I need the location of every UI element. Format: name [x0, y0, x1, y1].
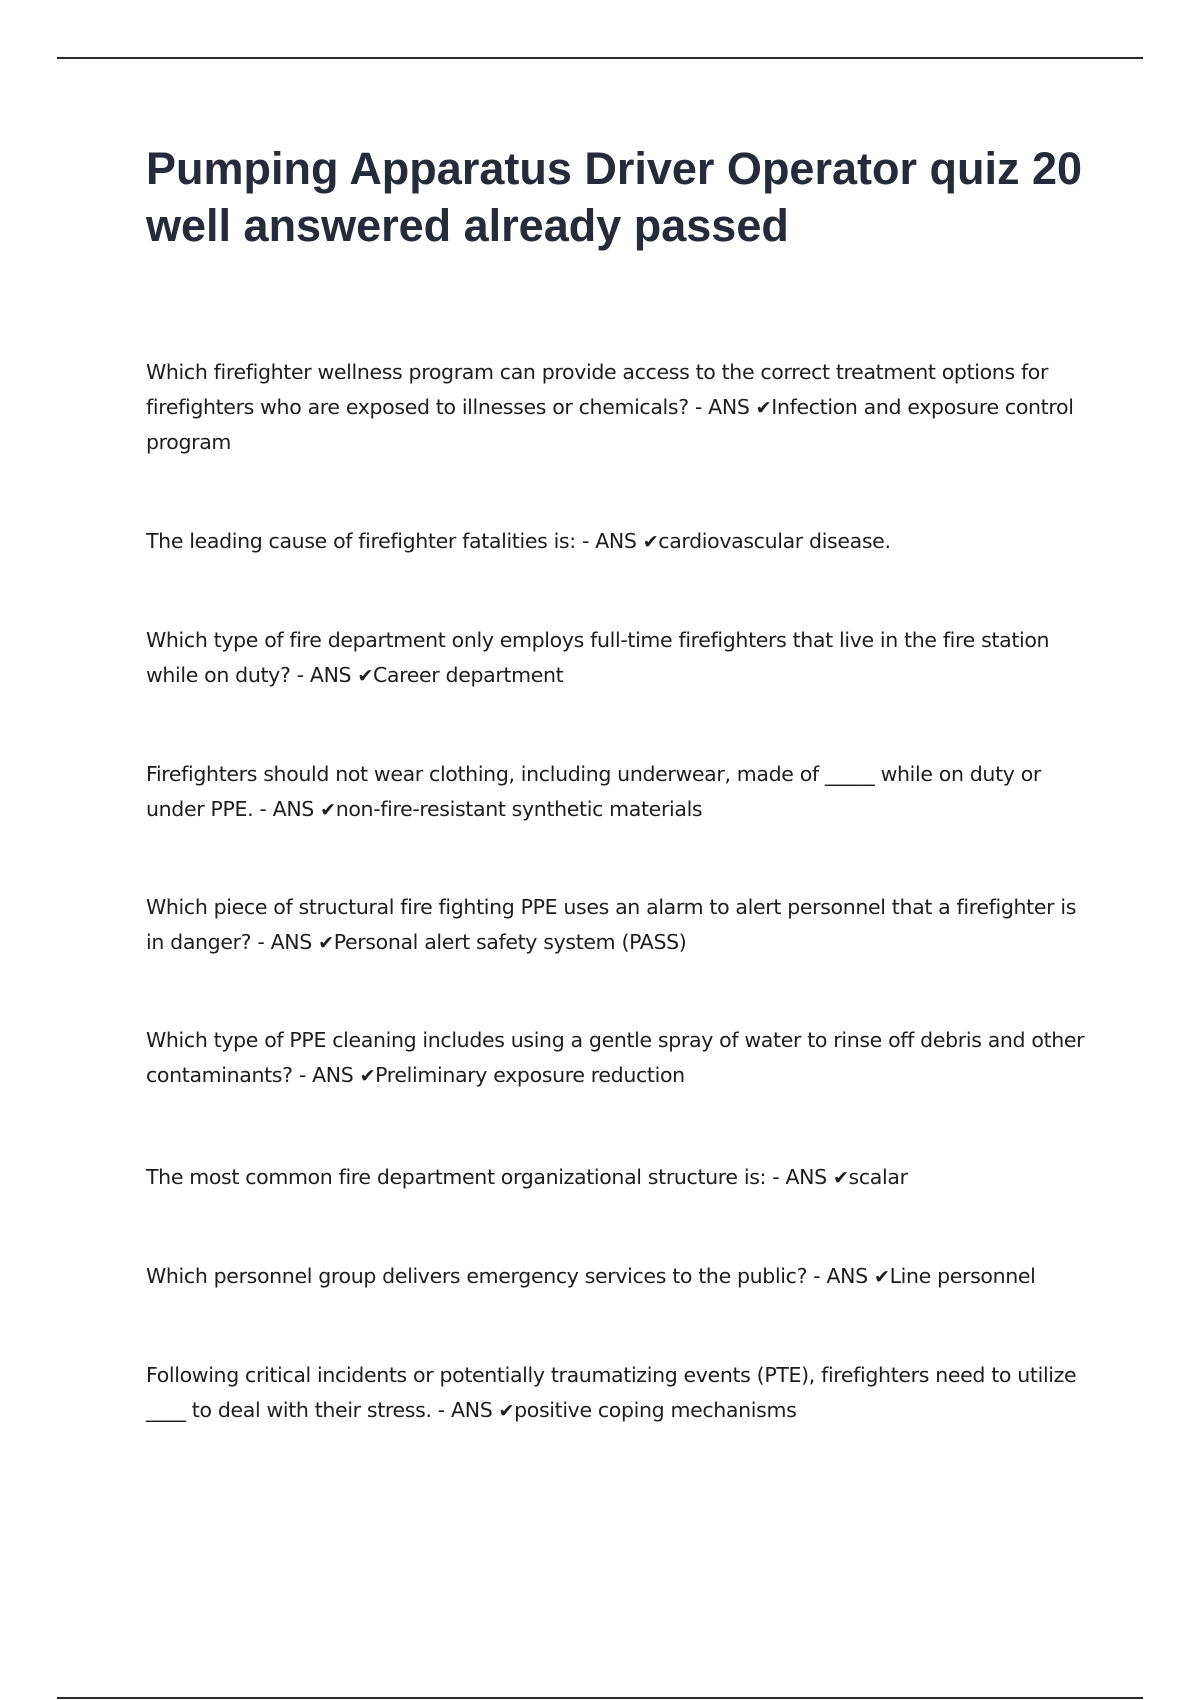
answer-text: scalar	[848, 1165, 908, 1189]
answer-tag: ANS	[595, 529, 637, 553]
answer-tag: ANS	[312, 1062, 354, 1087]
check-icon: ✔	[318, 931, 334, 954]
answer-separator: -	[290, 662, 310, 687]
question-text: Firefighters should not wear clothing, including underwear, made of _____ while on duty or under PPE.	[146, 762, 1041, 821]
question-text: Which personnel group delivers emergency services to the public?	[146, 1264, 808, 1288]
answer-tag: ANS	[272, 796, 314, 821]
question-text: Which type of fire department only employs full-time firefighters that live in the fire station while on duty?	[146, 628, 1050, 687]
check-icon: ✔	[874, 1266, 890, 1288]
qa-item-6	[146, 1023, 1091, 1093]
answer-separator: -	[431, 1397, 452, 1422]
answer-text: non-fire-resistant synthetic materials	[335, 796, 703, 821]
answer-tag: ANS	[309, 662, 352, 687]
question-text: Which firefighter wellness program can provide access to the correct treatment options for firefighters who are exposed to illnesses or chemicals?	[146, 360, 1049, 419]
answer-separator: -	[575, 529, 596, 553]
bottom-divider	[57, 1697, 1143, 1699]
question-text: The leading cause of firefighter fatalities is:	[146, 529, 576, 553]
answer-tag: ANS	[708, 394, 750, 419]
question-text: The most common fire department organizational structure is:	[146, 1165, 767, 1189]
top-divider	[57, 57, 1143, 59]
answer-separator: -	[766, 1165, 786, 1189]
qa-item-5	[146, 890, 1091, 960]
answer-text: Preliminary exposure reduction	[375, 1062, 685, 1087]
answer-separator: -	[292, 1062, 313, 1087]
answer-text: Career department	[372, 662, 564, 687]
answer-tag: ANS	[785, 1165, 827, 1189]
qa-item-2	[146, 524, 1091, 560]
check-icon: ✔	[498, 1399, 515, 1422]
check-icon: ✔	[320, 798, 336, 821]
check-icon: ✔	[359, 1064, 376, 1087]
answer-separator: -	[251, 929, 271, 954]
qa-item-4	[146, 757, 1091, 827]
answer-separator: -	[688, 394, 709, 419]
qa-item-3	[146, 623, 1091, 693]
qa-item-1	[146, 355, 1091, 460]
answer-text: Personal alert safety system (PASS)	[333, 929, 687, 954]
answer-separator: -	[253, 796, 273, 821]
answer-text: Infection and exposure control program	[146, 394, 1074, 454]
question-text: Which type of PPE cleaning includes using a gentle spray of water to rinse off debris and other contaminants?	[146, 1028, 1085, 1087]
qa-item-7	[146, 1160, 1091, 1196]
check-icon: ✔	[642, 531, 659, 553]
check-icon: ✔	[832, 1167, 849, 1189]
check-icon: ✔	[357, 664, 373, 687]
question-text: Which piece of structural fire fighting PPE uses an alarm to alert personnel that a firefighter is in danger?	[146, 895, 1077, 954]
answer-tag: ANS	[270, 929, 312, 954]
answer-text: cardiovascular disease.	[658, 529, 891, 553]
answer-separator: -	[807, 1264, 827, 1288]
answer-text: Line personnel	[889, 1264, 1036, 1288]
qa-item-9	[146, 1358, 1091, 1428]
answer-text: positive coping mechanisms	[514, 1397, 797, 1422]
answer-tag: ANS	[826, 1264, 868, 1288]
check-icon: ✔	[755, 396, 772, 419]
qa-item-8	[146, 1259, 1091, 1295]
page-title: Pumping Apparatus Driver Operator quiz 20 well answered already passed	[146, 143, 1083, 251]
question-text: Following critical incidents or potentially traumatizing events (PTE), firefighters need to utilize ____ to deal with their stress.	[146, 1363, 1077, 1422]
answer-tag: ANS	[451, 1397, 493, 1422]
